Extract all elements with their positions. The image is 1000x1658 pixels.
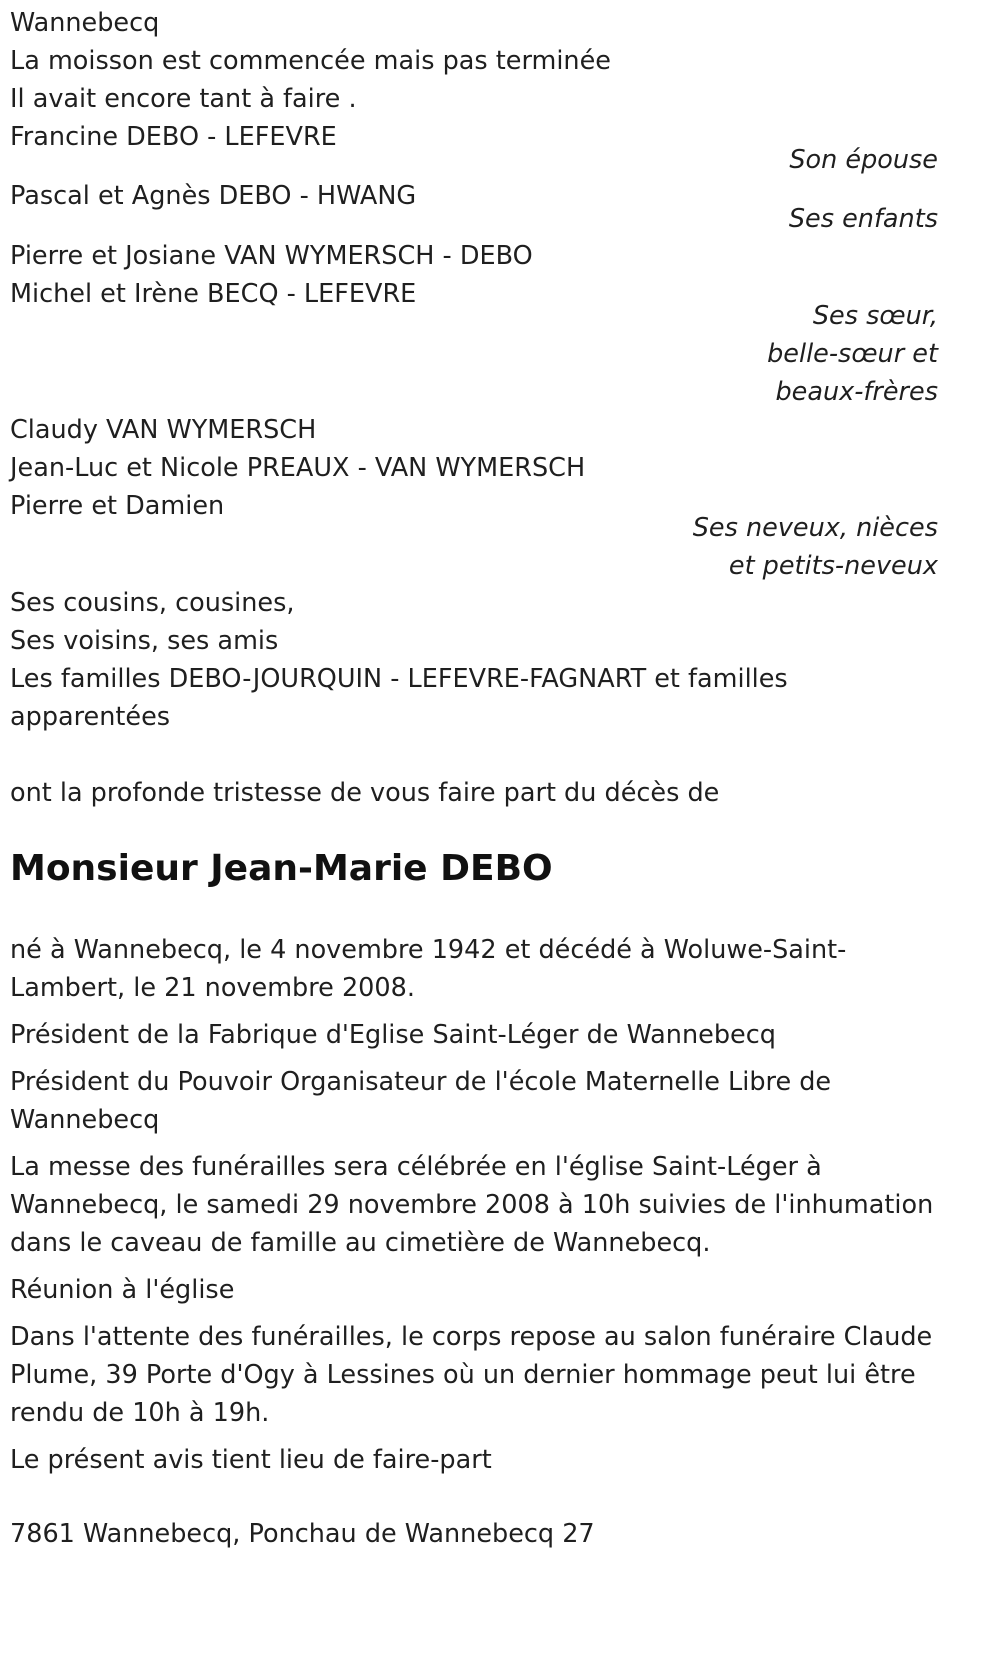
- detail-line: Wannebecq: [10, 1105, 160, 1135]
- detail-line: Président de la Fabrique d'Eglise Saint-Léger de Wannebecq: [10, 1020, 776, 1050]
- others-list: [10, 584, 990, 736]
- detail-line: Réunion à l'église: [10, 1275, 235, 1305]
- detail-paragraph: [10, 1318, 990, 1432]
- detail-paragraph: [10, 931, 990, 1007]
- family-name: Claudy VAN WYMERSCH: [10, 415, 317, 445]
- family-name: Michel et Irène BECQ - LEFEVRE: [10, 279, 417, 309]
- detail-paragraph: [10, 1063, 990, 1139]
- family-name: Jean-Luc et Nicole PREAUX - VAN WYMERSCH: [10, 453, 586, 483]
- verse-line: Il avait encore tant à faire .: [10, 84, 357, 114]
- intro: [10, 4, 990, 156]
- others-line: apparentées: [10, 702, 171, 732]
- detail-line: Dans l'attente des funérailles, le corps repose au salon funéraire Claude: [10, 1322, 933, 1352]
- address: 7861 Wannebecq, Ponchau de Wannebecq 27: [10, 1519, 595, 1549]
- family-name: Francine DEBO - LEFEVRE: [10, 122, 337, 152]
- detail-line: dans le caveau de famille au cimetière de Wannebecq.: [10, 1228, 711, 1258]
- family-name: Pierre et Damien: [10, 491, 225, 521]
- detail-line: Wannebecq, le samedi 29 novembre 2008 à 10h suivies de l'inhumation: [10, 1190, 934, 1220]
- place-heading: Wannebecq: [10, 8, 160, 38]
- detail-paragraph: [10, 1441, 990, 1479]
- detail-paragraph: [10, 1148, 990, 1262]
- others-line: Ses voisins, ses amis: [10, 626, 279, 656]
- relation-label: Son épouse: [789, 145, 938, 175]
- verse-line: La moisson est commencée mais pas terminée: [10, 46, 611, 76]
- relation-line: et petits-neveux: [728, 551, 938, 581]
- detail-line: Lambert, le 21 novembre 2008.: [10, 973, 415, 1003]
- family-name: Pascal et Agnès DEBO - HWANG: [10, 181, 417, 211]
- detail-line: La messe des funérailles sera célébrée en l'église Saint-Léger à: [10, 1152, 822, 1182]
- relation-line: beaux-frères: [775, 377, 938, 407]
- announcement-text: ont la profonde tristesse de vous faire part du décès de: [10, 778, 720, 808]
- relation-label: Ses enfants: [788, 204, 938, 234]
- family-group-nephews: [10, 411, 990, 525]
- detail-line: Président du Pouvoir Organisateur de l'école Maternelle Libre de: [10, 1067, 832, 1097]
- relation-line: Ses sœur,: [812, 301, 938, 331]
- detail-line: Le présent avis tient lieu de faire-part: [10, 1445, 492, 1475]
- detail-paragraph: [10, 1271, 990, 1309]
- others-line: Ses cousins, cousines,: [10, 588, 295, 618]
- others-line: Les familles DEBO-JOURQUIN - LEFEVRE-FAGNART et familles: [10, 664, 788, 694]
- detail-line: né à Wannebecq, le 4 novembre 1942 et décédé à Woluwe-Saint-: [10, 935, 847, 965]
- detail-line: rendu de 10h à 19h.: [10, 1398, 270, 1428]
- address-block: [10, 1515, 990, 1553]
- deceased-name-block: [10, 846, 990, 892]
- announcement: [10, 774, 990, 812]
- relation-label: [693, 509, 938, 585]
- details: [10, 931, 990, 1479]
- detail-paragraph: [10, 1016, 990, 1054]
- deceased-name: Monsieur Jean-Marie DEBO: [10, 848, 553, 889]
- detail-line: Plume, 39 Porte d'Ogy à Lessines où un dernier hommage peut lui être: [10, 1360, 916, 1390]
- relation-line: Ses neveux, nièces: [692, 513, 938, 543]
- family-name: Pierre et Josiane VAN WYMERSCH - DEBO: [10, 241, 533, 271]
- relation-label: [767, 297, 938, 411]
- relation-line: belle-sœur et: [767, 339, 938, 369]
